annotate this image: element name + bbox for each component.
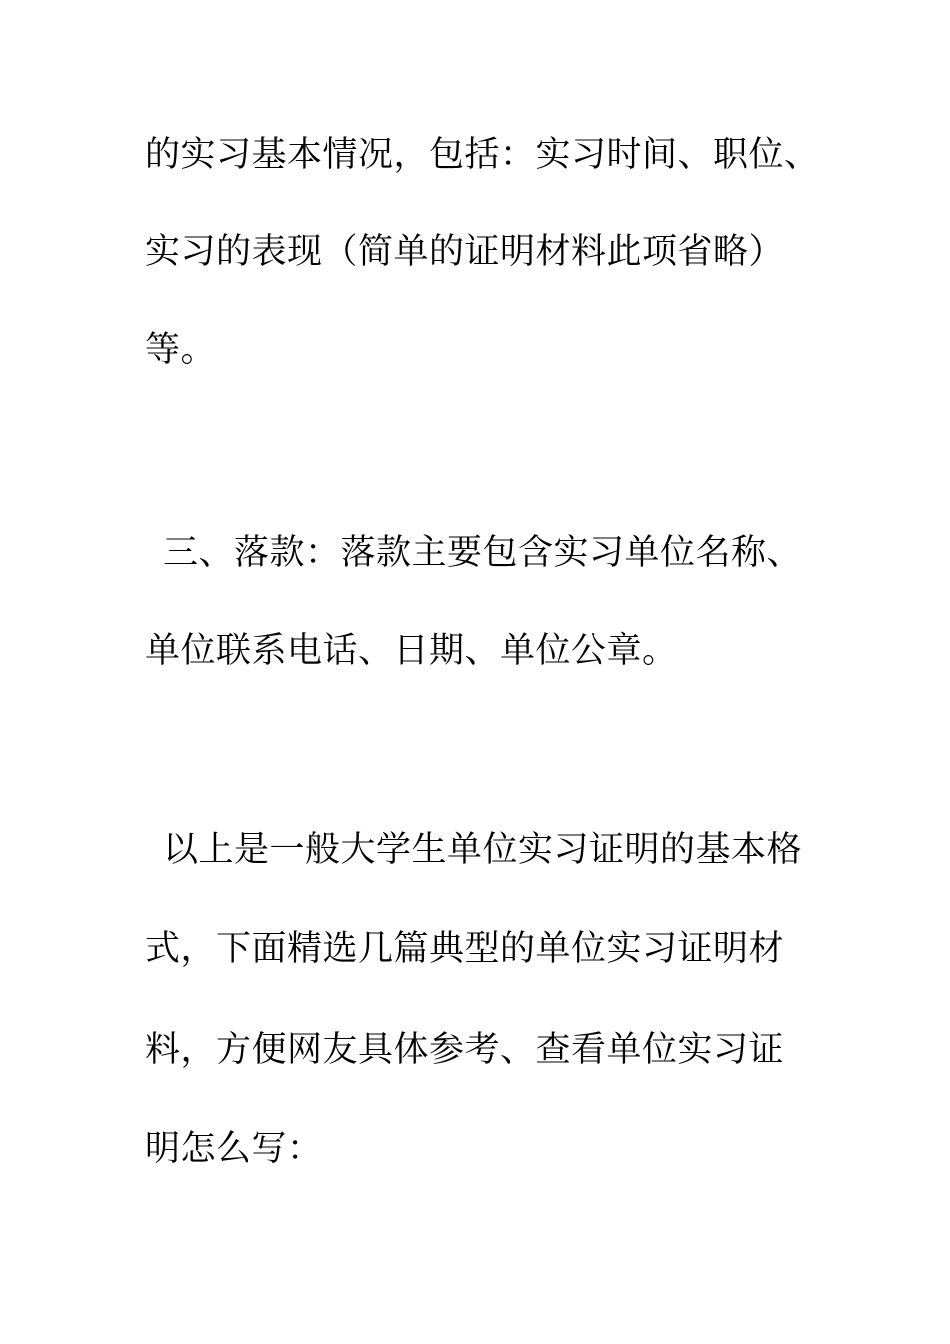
body-text-line: 等。 [145, 330, 217, 370]
body-text-line: 单位联系电话、日期、单位公章。 [145, 631, 678, 671]
body-text-line: 式，下面精选几篇典型的单位实习证明材 [145, 929, 785, 969]
body-text-line: 的实习基本情况，包括：实习时间、职位、 [145, 135, 820, 175]
body-text-line: 实习的表现（简单的证明材料此项省略） [145, 232, 785, 272]
body-text-line: 料，方便网友具体参考、查看单位实习证 [145, 1030, 785, 1070]
body-text-line: 以上是一般大学生单位实习证明的基本格 [163, 830, 803, 870]
body-text-line: 明怎么写： [145, 1129, 323, 1169]
section-heading-line: 三、落款：落款主要包含实习单位名称、 [163, 533, 803, 573]
